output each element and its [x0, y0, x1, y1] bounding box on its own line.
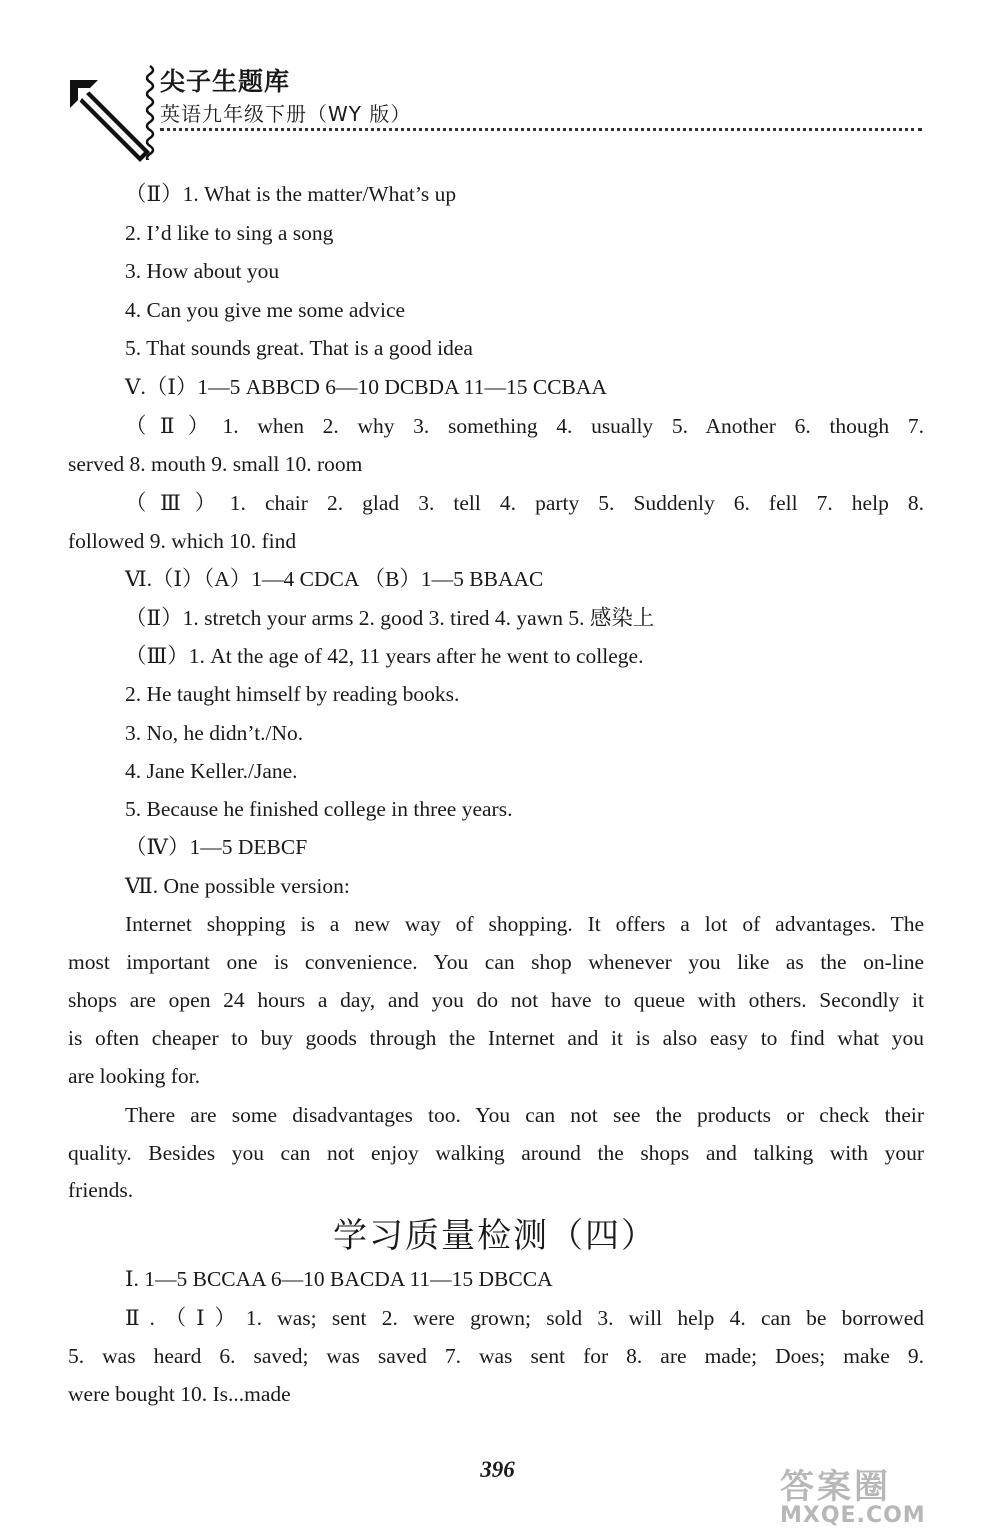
answer-line: 4. Jane Keller./Jane.: [125, 759, 298, 783]
answer-line: 2. I’d like to sing a song: [125, 221, 334, 245]
answer-line: 4. Can you give me some advice: [125, 298, 406, 322]
answer-line: 2. He taught himself by reading books.: [125, 682, 460, 706]
answer-line: Ⅰ. 1—5 BCCAA 6—10 BACDA 11—15 DBCCA: [125, 1267, 553, 1291]
answer-line: 3. No, he didn’t./No.: [125, 721, 304, 745]
essay-line: Internet shopping is a new way of shopping. It offers a lot of advantages. The: [125, 912, 924, 936]
essay-line: There are some disadvantages too. You can not see the products or check their: [125, 1103, 924, 1127]
answer-line: （Ⅳ）1—5 DEBCF: [125, 835, 308, 859]
answer-line: 5. was heard 6. saved; was saved 7. was sent for 8. are made; Does; make 9.: [68, 1344, 924, 1368]
answer-line: （Ⅱ）1. when 2. why 3. something 4. usually 5. Another 6. though 7.: [125, 414, 924, 438]
answer-line: 5. Because he finished college in three years.: [125, 797, 513, 821]
page-header: [0, 0, 1000, 170]
answer-line: 5. That sounds great. That is a good idea: [125, 336, 473, 360]
essay-line: are looking for.: [68, 1064, 200, 1088]
answer-line: Ⅵ.（Ⅰ）（A）1—4 CDCA （B）1—5 BBAAC: [125, 567, 544, 591]
answer-line: 3. How about you: [125, 259, 280, 283]
answer-line: （Ⅱ）1. What is the matter/What’s up: [125, 182, 457, 206]
spiral-binding-icon: [143, 64, 157, 160]
book-title: 英语九年级下册（WY 版）: [160, 102, 412, 126]
essay-line: friends.: [68, 1178, 134, 1202]
header-divider: [160, 128, 922, 131]
answer-line: （Ⅲ）1. At the age of 42, 11 years after he went to college.: [125, 644, 644, 668]
answer-line: followed 9. which 10. find: [68, 529, 297, 553]
answer-line: Ⅱ.（Ⅰ）1. was; sent 2. were grown; sold 3. will help 4. can be borrowed: [125, 1306, 924, 1330]
section-title: 学习质量检测（四）: [333, 1216, 657, 1256]
answer-line: （Ⅱ）1. stretch your arms 2. good 3. tired 4. yawn 5. 感染上: [125, 606, 655, 630]
essay-line: quality. Besides you can not enjoy walking around the shops and talking with your: [68, 1141, 924, 1165]
answer-line: were bought 10. Is...made: [68, 1382, 291, 1406]
essay-line: is often cheaper to buy goods through the Internet and it is also easy to find what you: [68, 1026, 924, 1050]
answer-line: Ⅴ.（Ⅰ）1—5 ABBCD 6—10 DCBDA 11—15 CCBAA: [125, 375, 607, 399]
answer-line: （Ⅲ）1. chair 2. glad 3. tell 4. party 5. Suddenly 6. fell 7. help 8.: [125, 491, 924, 515]
answer-line: Ⅶ. One possible version:: [125, 874, 350, 898]
essay-line: most important one is convenience. You can shop whenever you like as the on-line: [68, 950, 924, 974]
essay-line: shops are open 24 hours a day, and you do not have to queue with others. Secondly it: [68, 988, 924, 1012]
answer-line: served 8. mouth 9. small 10. room: [68, 452, 363, 476]
watermark-logo: 答案圈 MXQE.COM: [780, 1467, 926, 1528]
series-title: 尖子生题库: [160, 67, 291, 96]
page-number: 396: [480, 1457, 515, 1482]
